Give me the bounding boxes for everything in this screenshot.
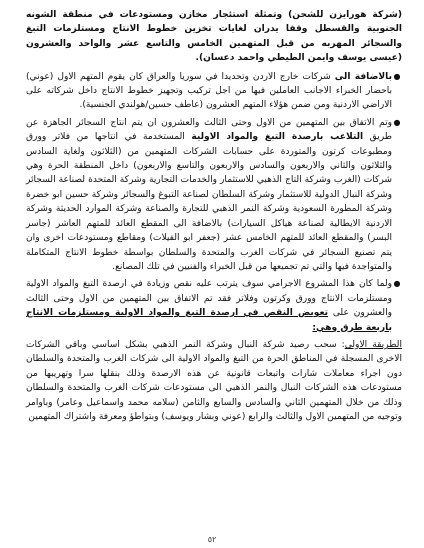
method-one-paragraph [26,338,402,424]
paragraph-body-start: وتم الاتفاق بين المتهمين من الاول وحتى الثالث والعشرون ان يتم انتاج السجائر الجاهزة عن طريق [26,117,392,143]
bullet-paragraph-foreign-companies [26,70,402,113]
paragraph-body-start: ولما كان هذا المشروع الاجرامي سوف يترتب عليه نقص وزيادة في ارصدة التبغ والمواد الاولية ومستلزمات الانتاج وورق وكرتون وفلاتر فقد تم الاتفاق بين المتهمين من الاول وحتى الثالث والعشرون على [26,279,392,319]
bullet-paragraph-compensation [26,277,402,335]
paragraph-lead: بالاضافة الى [334,71,392,82]
bullet-icon: ● [393,279,401,289]
bullet-icon: ● [393,117,401,127]
paragraph-foreign-companies [26,70,392,113]
paragraph-highlight: التلاعب بارصدة التبغ والمواد الاولية [191,132,364,143]
intro-paragraph [26,8,402,66]
bullet-icon: ● [393,71,401,81]
bullet-paragraph-tobacco-manipulation [26,116,402,274]
method-one-label: الطريقة الاولى [344,339,402,350]
method-one-text: : سحب رصيد شركة النبال وشركة النمر الذهبي بشكل اساسي وباقي الشركات الاخرى المسجلة في المناطق الحرة من التبغ والمواد الاولية الى شركات الغرب والمتحدة والسلطان دون اجراء معاملات شارات واتبعات قانونية عن هذه الارصدة وذلك بنقلها سرا وتهريبها من مستودعات هذه الشركات النبال والنمر الذهبي الى مستودعات شركات الغرب والمتحدة والسلطان وذلك من خلال المتهمين الثاني والسادس والسابع والثامن (سلامه محمد واسماعيل وعامر) وباوامر وتوجيه من المتهمين الاول والثالث والرابع (عوني وبشار ويوسف) وبتواطؤ ومعرفة واشتراك المتهمين [26,339,402,422]
paragraph-compensation [26,277,392,335]
paragraph-tobacco-manipulation [26,116,392,274]
paragraph-body: شركات خارج الاردن وتحديدا في سوريا والعراق كان يقوم المتهم الاول (عوني) باحضار الخبراء الاجانب العاملين فيها من اجل تركيب وتجهيز خطوط الانتاج داخل شركاته على الاراضي الاردنية ومن ضمن هؤلاء المتهم العشرون (عاطف حسين/هولندي الجنسية). [26,71,392,111]
intro-line-3: الخامس والتاسع عشر والواحد والعشرون (عيسى يوسف وايمن الطيطي واحمد دعسان). [26,38,402,64]
page-number: ٥٢ [207,534,217,544]
intro-line-1: (شركة هورايزن للشحن) وتمثلة استئجار مخازن ومستودعات في منطقة الشونه الجنوبية والقسطل [26,10,402,35]
paragraph-highlight: تعويض النقص في ارصدة التبغ والمواد الاولية ومستلزمات الانتاج باربعة طرق وهي: [26,308,392,333]
paragraph-body-rest: المستخدمة في انتاجها من فلاتر وورق ومطبوعات كرتون والمتوردة على حسابات الشركات المتهمين من (الثلاثون ولغاية السادس والثلاثون والثاني والاربعون والسادس والاربعون والتاسع والاربعون) داخل المنطقة الحرة وهي شركات (الغرب وشركة التاج الذهبي للاستثمار والخدمات التجارية وشركة المتحدة لصناعة السجائر وشركة النبال الدولية للاستثمار وشركة السلطان لصناعة التبوغ والسجائر وشركة حسين ابو خضرة وشركة المطورة السعودية وشركة النمر الذهبي للتجارة والصناعة وشركة الموارد الحديثة وشركة الاردنية الايطالية لصناعة هياكل السيارات) بالاضافة الى المقطع العائد للمتهم العاشر (جاسر البسر) والمقطع العائد للمتهم الخامس عشر (جعفر ابو الفيلات) ومقاطع ومستودعات اخرى وان يتم تصنيع السجائر في شركات الغرب والمتحدة والسلطان بواسطة خطوط الانتاج المتكاملة والمتواجدة فيها والتي تم تجميعها من قبل الخبراء والفنيين في تلك المصانع. [26,132,392,272]
intro-line-2: وقفا يدران لغايات تخزين خطوط الانتاج ومستلزمات التبغ والسجائر المهربه من قبل المتهمين [26,24,402,49]
